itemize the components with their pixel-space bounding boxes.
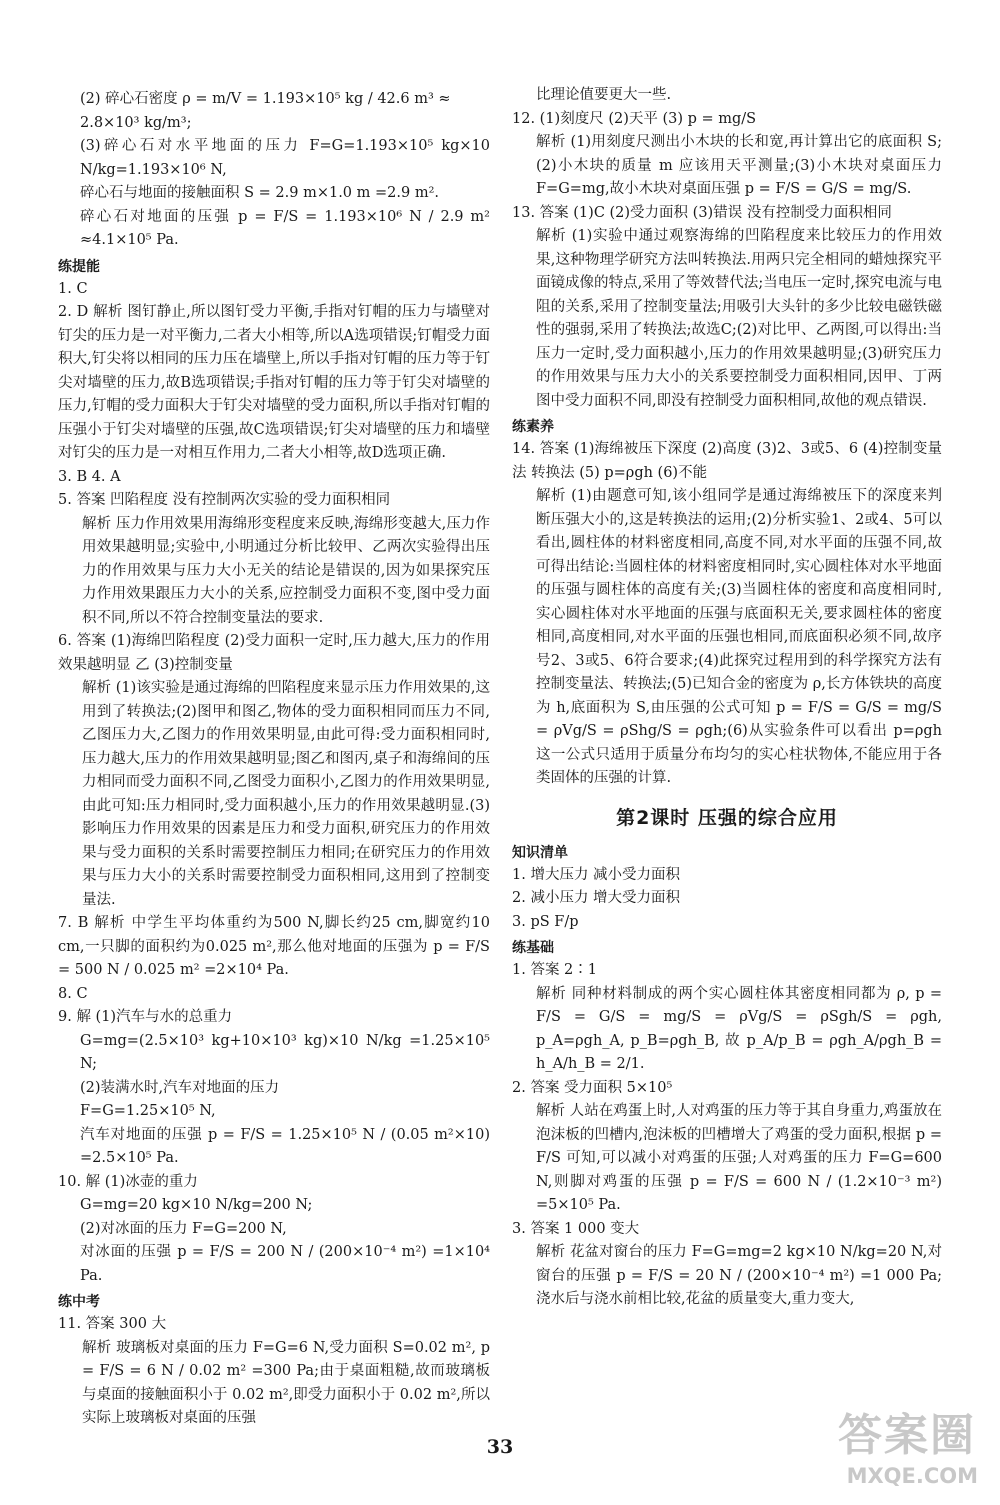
text-line: 解析 花盆对窗台的压力 F=G=mg=2 kg×10 N/kg=20 N,对窗台的压强 p = F/S = 20 N / (200×10⁻⁴ m²) =1 000 Pa;浇水后与浇水前相比较,花盆的质量变大,重力变大,	[536, 1244, 942, 1307]
text-line: 1. 增大压力 减小受力面积	[512, 866, 681, 883]
text-line: 解析 (1)该实验是通过海绵的凹陷程度来显示压力作用效果的,这用到了转换法;(2)图甲和图乙,物体的受力面积相同而压力不同,乙图压力大,乙图力的作用效果明显,由此可得:受力面积相同时,压力越大,压力的作用效果越明显;图乙和图丙,桌子和海绵间的压力相同而受力面积不同,乙图受力面积小,乙图力的作用效果明显,由此可知:压力相同时,受力面积越小,压力的作用效果越明显.(3)影响压力作用效果的因素是压力和受力面积,研究压力的作用效果与受力面积的关系时需要控制压力相同;在研究压力的作用效果与压力大小的关系时需要控制受力面积相同,这用到了控制变量法.	[82, 680, 490, 908]
text-line: (2) 碎心石密度 ρ = m/V = 1.193×10⁵ kg / 42.6 m³ ≈	[80, 91, 451, 107]
right-column	[512, 84, 942, 1312]
text-line: (2)对冰面的压力 F=G=200 N,	[80, 1220, 287, 1237]
text-line: 3. B 4. A	[58, 468, 121, 485]
section-heading: 知识清单	[512, 844, 568, 861]
text-line: 11. 答案 300 大	[58, 1316, 167, 1332]
text-line: 13. 答案 (1)C (2)受力面积 (3)错误 没有控制受力面积相同	[512, 204, 892, 221]
section-heading: 练中考	[58, 1294, 100, 1310]
text-line: 对冰面的压强 p = F/S = 200 N / (200×10⁻⁴ m²) =1×10⁴ Pa.	[80, 1244, 490, 1284]
text-line: G=mg=20 kg×10 N/kg=200 N;	[80, 1197, 313, 1213]
text-line: 解析 玻璃板对桌面的压力 F=G=6 N,受力面积 S=0.02 m², p = F/S = 6 N / 0.02 m² =300 Pa;由于桌面粗糙,故而玻璃板与桌面的接触面积小于 0.02 m²,即受力面积小于 0.02 m²,所以实际上玻璃板对桌面的压强	[82, 1339, 490, 1426]
text-line: 2. D 解析 图钉静止,所以图钉受力平衡,手指对钉帽的压力与墙壁对钉尖的压力是一对平衡力,二者大小相等,所以A选项错误;钉帽受力面积大,钉尖将以相同的压力压在墙壁上,所以手指对钉帽的压力等于钉尖对墙壁的压力,故B选项错误;手指对钉帽的压力等于钉尖对墙壁的压力,钉帽的受力面积大于钉尖对墙壁的受力面积,所以手指对钉帽的压强小于钉尖对墙壁的压强,故C选项错误;钉尖对墙壁的压力和墙壁对钉尖的压力是一对相互作用力,二者大小相等,故D选项正确.	[58, 304, 490, 461]
text-line: 5. 答案 凹陷程度 没有控制两次实验的受力面积相同	[58, 492, 391, 508]
text-line: 解析 人站在鸡蛋上时,人对鸡蛋的压力等于其自身重力,鸡蛋放在泡沫板的凹槽内,泡沫板的凹槽增大了鸡蛋的受力面积,根据 p = F/S 可知,可以减小对鸡蛋的压强;人对鸡蛋的压力 F=G=600 N,则脚对鸡蛋的压强 p = F/S = 600 N / (1.2×10⁻³ m²) =5×10⁵ Pa.	[536, 1103, 942, 1213]
text-line: 2. 答案 受力面积 5×10⁵	[512, 1079, 673, 1096]
text-line: 比理论值要更大一些.	[536, 87, 672, 103]
text-line: 解析 (1)实验中通过观察海绵的凹陷程度来比较压力的作用效果,这种物理学研究方法叫转换法.用两只完全相同的蜡烛探究平面镜成像的特点,采用了等效替代法;当电压一定时,探究电流与电阻的关系,采用了控制变量法;用吸引大头针的多少比较电磁铁磁性的强弱,采用了转换法;故选C;(2)对比甲、乙两图,可以得出:当压力一定时,受力面积越小,压力的作用效果越明显;(3)研究压力的作用效果与压力大小的关系要控制受力面积相同,因甲、丁两图中受力面积不同,即没有控制受力面积相同,故他的观点错误.	[536, 228, 942, 409]
page-number: 33	[486, 1436, 514, 1458]
text-line: 8. C	[58, 985, 88, 1002]
text-line: 解析 (1)用刻度尺测出小木块的长和宽,再计算出它的底面积 S;(2)小木块的质量 m 应该用天平测量;(3)小木块对桌面压力 F=G=mg,故小木块对桌面压强 p = F/S = G/S = mg/S.	[536, 134, 942, 197]
text-line: 1. 答案 2∶1	[512, 962, 598, 978]
text-line: 10. 解 (1)冰壶的重力	[58, 1173, 198, 1190]
section-heading: 练提能	[58, 258, 100, 275]
watermark-url: MXQE.COM	[846, 1464, 978, 1488]
text-line: 9. 解 (1)汽车与水的总重力	[58, 1009, 233, 1025]
text-line: 解析 同种材料制成的两个实心圆柱体其密度相同都为 ρ, p = F/S = G/S = mg/S = ρVg/S = ρSgh/S = ρgh, p_A=ρgh_A, p_B=ρgh_B, 故 p_A/p_B = ρgh_A/ρgh_B = h_A/h_B = 2/1.	[536, 985, 942, 1072]
text-line: 7. B 解析 中学生平均体重约为500 N,脚长约25 cm,脚宽约10 cm,一只脚的面积约为0.025 m²,那么他对地面的压强为 p = F/S = 500 N / 0.025 m² =2×10⁴ Pa.	[58, 915, 490, 978]
text-line: 碎心石与地面的接触面积 S = 2.9 m×1.0 m =2.9 m².	[80, 185, 439, 201]
text-line: (3)碎心石对水平地面的压力 F=G=1.193×10⁵ kg×10 N/kg=1.193×10⁶ N,	[80, 138, 490, 178]
text-line: 14. 答案 (1)海绵被压下深度 (2)高度 (3)2、3或5、6 (4)控制变量法 转换法 (5) p=ρgh (6)不能	[512, 441, 942, 481]
text-line: F=G=1.25×10⁵ N,	[80, 1103, 216, 1119]
text-line: 2.8×10³ kg/m³;	[80, 114, 192, 131]
text-line: 3. 答案 1 000 变大	[512, 1220, 640, 1237]
text-line: 3. pS F/p	[512, 913, 579, 930]
text-line: 解析 (1)由题意可知,该小组同学是通过海绵被压下的深度来判断压强大小的,这是转换法的运用;(2)分析实验1、2或4、5可以看出,圆柱体的材料密度相同,高度不同,对水平面的压强不同,故可得出结论:当圆柱体的材料密度相同时,实心圆柱体对水平地面的压强与圆柱体的高度有关;(3)当圆柱体的密度和高度相同时,实心圆柱体对水平地面的压强与底面积无关,要求圆柱体的密度相同,高度相同,对水平面的压强也相同,而底面积必须不同,故序号2、3或5、6符合要求;(4)此探究过程用到的科学探究方法有控制变量法、转换法;(5)已知合金的密度为 ρ,长方体铁块的高度为 h,底面积为 S,由压强的公式可知 p = F/S = G/S = mg/S = ρVg/S = ρShg/S = ρgh;(6)从实验条件可以看出 p=ρgh 这一公式只适用于质量分布均匀的实心柱状物体,不能应用于各类固体的压强的计算.	[536, 488, 942, 786]
lesson-title: 第2课时 压强的综合应用	[616, 806, 838, 829]
watermark	[838, 1408, 988, 1500]
section-heading: 练素养	[512, 419, 554, 435]
text-line: G=mg=(2.5×10³ kg+10×10³ kg)×10 N/kg =1.25×10⁵ N;	[80, 1032, 490, 1072]
text-line: 汽车对地面的压强 p = F/S = 1.25×10⁵ N / (0.05 m²×10) =2.5×10⁵ Pa.	[80, 1126, 490, 1166]
watermark-logo: 答案圈	[838, 1410, 976, 1461]
left-column	[58, 88, 490, 1431]
text-line: (2)装满水时,汽车对地面的压力	[80, 1079, 280, 1096]
text-line: 12. (1)刻度尺 (2)天平 (3) p = mg/S	[512, 110, 757, 127]
section-heading: 练基础	[512, 940, 554, 956]
text-line: 解析 压力作用效果用海绵形变程度来反映,海绵形变越大,压力作用效果越明显;实验中,小明通过分析比较甲、乙两次实验得出压力的作用效果与压力大小无关的结论是错误的,因为如果探究压力作用效果跟压力大小的关系,应控制受力面积不变,图中受力面积不同,所以不符合控制变量法的要求.	[82, 515, 490, 626]
text-line: 碎心石对地面的压强 p = F/S = 1.193×10⁶ N / 2.9 m² ≈4.1×10⁵ Pa.	[80, 208, 490, 248]
text-line: 2. 减小压力 增大受力面积	[512, 890, 681, 906]
text-line: 6. 答案 (1)海绵凹陷程度 (2)受力面积一定时,压力越大,压力的作用效果越明显 乙 (3)控制变量	[58, 633, 490, 673]
text-line: 1. C	[58, 280, 88, 297]
